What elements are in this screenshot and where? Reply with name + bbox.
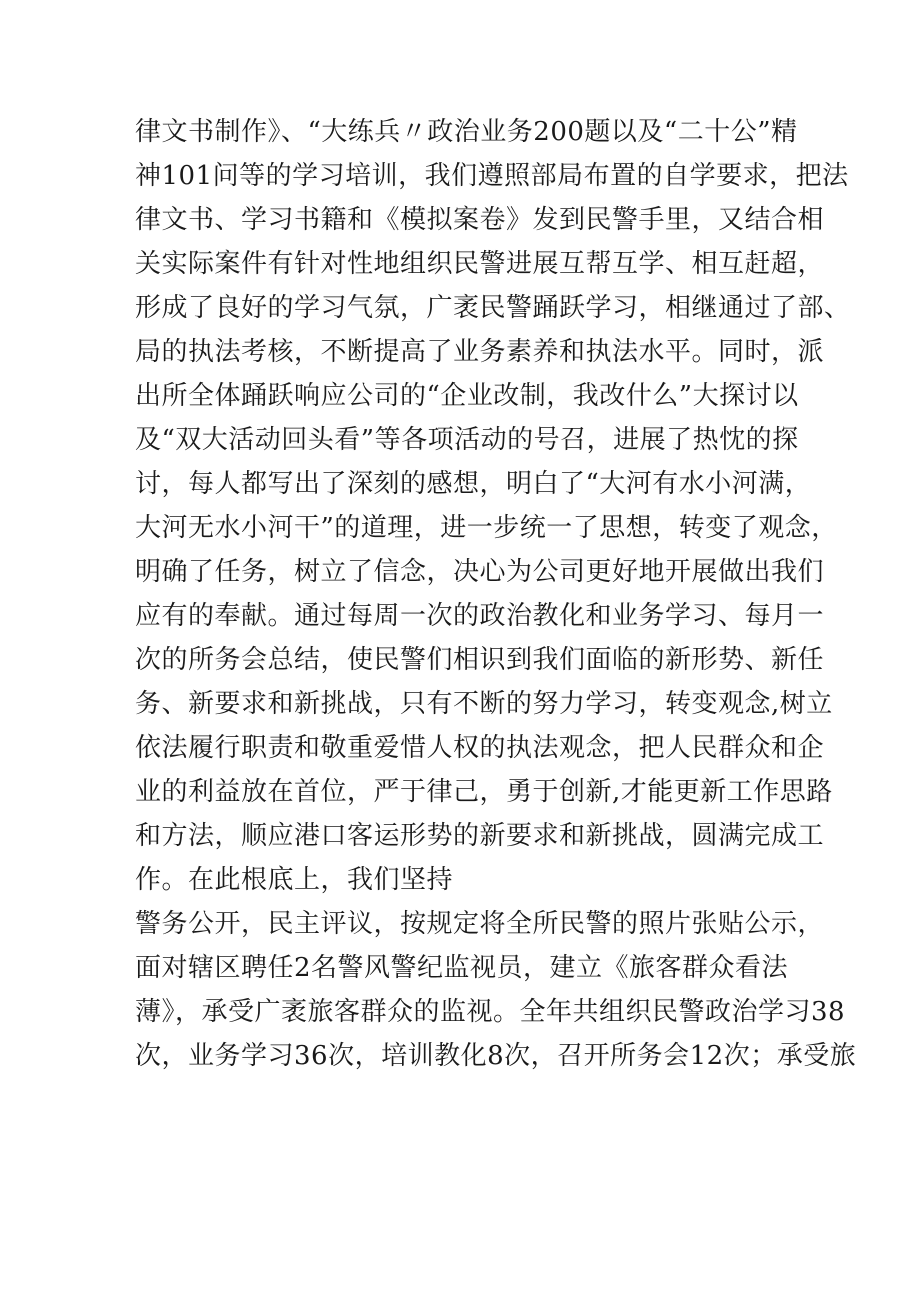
text-line: 局的执法考核，不断提高了业务素养和执法水平。同时，派	[135, 337, 825, 367]
text-line: 业的利益放在首位，严于律己，勇于创新,才能更新工作思路	[135, 777, 833, 807]
text-line: 大河无水小河干”的道理，进一步统一了思想，转变了观念，	[135, 513, 838, 543]
text-line: 讨，每人都写出了深刻的感想，明白了“大河有水小河满，	[135, 469, 812, 499]
text-line: 形成了良好的学习气氛，广袤民警踊跃学习，相继通过了部、	[135, 293, 851, 323]
text-line: 出所全体踊跃响应公司的“企业改制，我改什么”大探讨以	[135, 381, 799, 411]
text-line: 警务公开，民主评议，按规定将全所民警的照片张贴公示，	[135, 909, 825, 939]
text-line: 次，业务学习36次，培训教化8次，召开所务会12次；承受旅	[135, 1041, 857, 1071]
text-line: 和方法，顺应港口客运形势的新要求和新挑战，圆满完成工	[135, 821, 825, 851]
text-line: 及“双大活动回头看”等各项活动的号召，进展了热忱的探	[135, 425, 799, 455]
text-line: 关实际案件有针对性地组织民警进展互帮互学、相互赶超，	[135, 249, 825, 279]
text-line: 次的所务会总结，使民警们相识到我们面临的新形势、新任	[135, 645, 825, 675]
text-line: 应有的奉献。通过每周一次的政治教化和业务学习、每月一	[135, 601, 825, 631]
text-line: 神101问等的学习培训，我们遵照部局布置的自学要求，把法	[135, 161, 849, 191]
text-line: 律文书、学习书籍和《模拟案卷》发到民警手里，又结合相	[135, 205, 825, 235]
text-line: 薄》，承受广袤旅客群众的监视。全年共组织民警政治学习38	[135, 997, 846, 1027]
text-line: 面对辖区聘任2名警风警纪监视员，建立《旅客群众看法	[135, 953, 789, 983]
text-line: 作。在此根底上，我们坚持	[135, 865, 454, 895]
text-line: 明确了任务，树立了信念，决心为公司更好地开展做出我们	[135, 557, 825, 587]
text-line: 依法履行职责和敬重爱惜人权的执法观念，把人民群众和企	[135, 733, 825, 763]
text-line: 务、新要求和新挑战，只有不断的努力学习，转变观念,树立	[135, 689, 833, 719]
text-line: 律文书制作》、“大练兵〃政治业务200题以及“二十公”精	[135, 117, 798, 147]
